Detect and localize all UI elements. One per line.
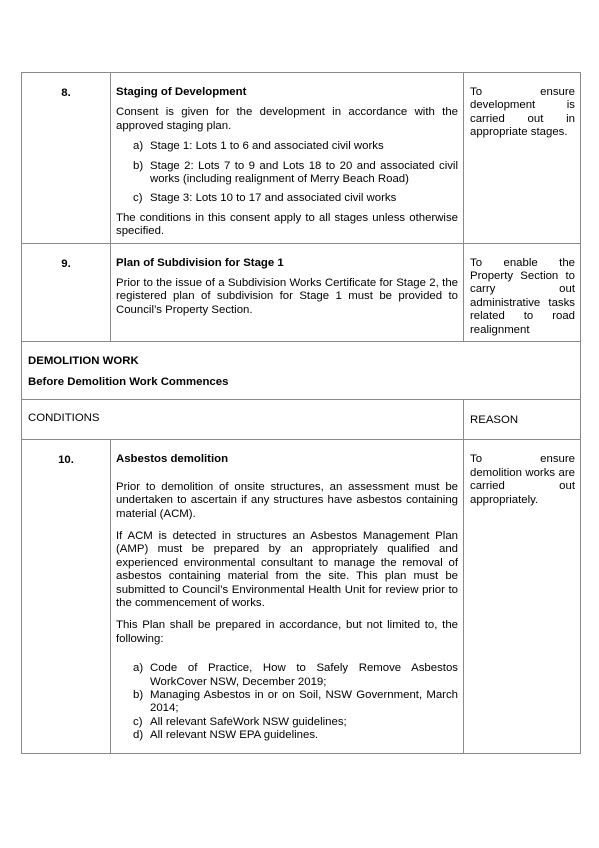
condition-number: 10. [22,440,111,753]
section-header-row [22,342,581,400]
section-header [22,342,581,400]
condition-para-3: This Plan shall be prepared in accordance, but not limited to, the following: [116,619,458,645]
list-item: a) Code of Practice, How to Safely Remove Asbestos WorkCover NSW, December 2019; [133,662,458,688]
condition-text: Prior to the issue of a Subdivision Works Certificate for Stage 2, the registered plan of subdivision for Stage 1 must be provided to Council’s Property Section. [116,277,458,316]
list-item: a) Stage 1: Lots 1 to 6 and associated civil works [133,140,384,153]
stage-list [116,140,458,206]
condition-number: 9. [22,243,111,341]
condition-row-10 [22,440,581,753]
condition-row-8 [22,73,581,244]
conditions-table [21,72,581,754]
list-item: b) Stage 2: Lots 7 to 9 and Lots 18 to 20 and associated civil works (including realignment of Merry Beach Road) [133,159,458,186]
guideline-list [116,662,458,742]
condition-title: Staging of Development [116,86,247,98]
column-header-row [22,399,581,439]
condition-para-2: If ACM is detected in structures an Asbestos Management Plan (AMP) must be prepared by an appropriately qualified and experienced environmental consultant to manage the removal of asbestos containing material from the site. This plan must be submitted to Council’s Environmental Health Unit for review prior to the commencement of works. [116,529,458,609]
condition-row-9 [22,243,581,341]
list-item: c) Stage 3: Lots 10 to 17 and associated civil works [133,192,397,205]
reason-header: REASON [464,399,581,439]
condition-title: Plan of Subdivision for Stage 1 [116,256,284,269]
list-item: b) Managing Asbestos in or on Soil, NSW Government, March 2014; [133,689,458,715]
condition-body [111,440,464,753]
condition-outro: The conditions in this consent apply to all stages unless otherwise specified. [116,211,458,238]
condition-title: Asbestos demolition [116,453,229,466]
conditions-header: CONDITIONS [22,399,464,439]
list-item: d) All relevant NSW EPA guidelines. [133,729,319,742]
condition-para-1: Prior to demolition of onsite structures, an assessment must be undertaken to ascertain if any structures have asbestos containing material (ACM). [116,480,458,520]
condition-reason: To enable the Property Section to carry out administrative tasks related to road realignment [464,243,581,341]
condition-body [111,243,464,341]
condition-number: 8. [22,73,111,244]
condition-reason: To ensure demolition works are carried out appropriately. [464,440,581,753]
list-item: c) All relevant SafeWork NSW guidelines; [133,715,347,728]
section-subtitle: Before Demolition Work Commences [28,375,229,388]
condition-reason: To ensure development is carried out in appropriate stages. [464,73,581,244]
condition-intro: Consent is given for the development in accordance with the approved staging plan. [116,106,458,132]
condition-body [111,73,464,244]
section-title: DEMOLITION WORK [28,355,139,368]
